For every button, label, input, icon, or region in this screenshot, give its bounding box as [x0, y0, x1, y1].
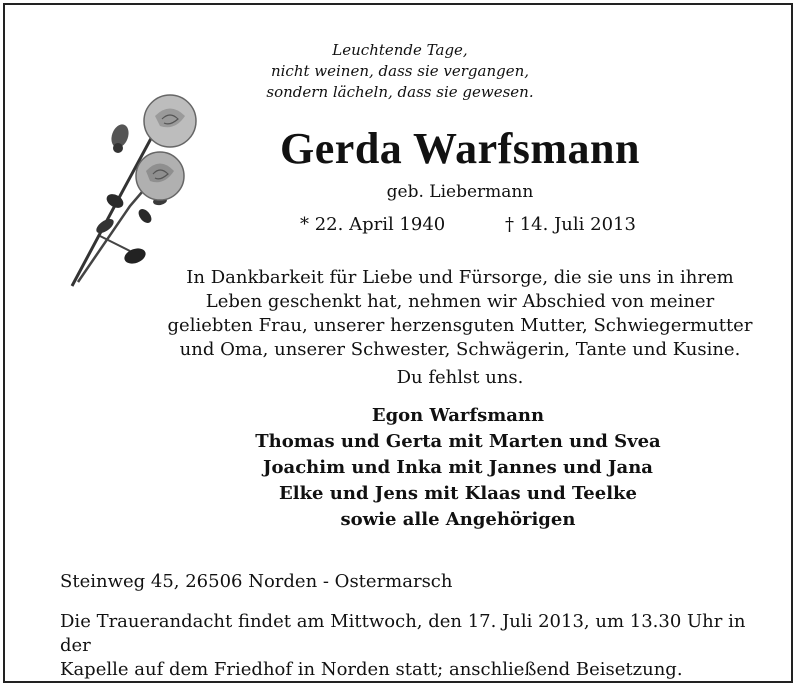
closing-line: Du fehlst uns.	[396, 367, 524, 388]
message-line: geliebten Frau, unserer herzensguten Mutter, Schwiegermutter	[167, 315, 753, 336]
message-text	[50, 266, 800, 362]
poem-line: Leuchtende Tage,	[332, 41, 468, 59]
poem-line: sondern lächeln, dass sie gewesen.	[266, 83, 534, 101]
message-line: In Dankbarkeit für Liebe und Fürsorge, die sie uns in ihrem	[186, 267, 734, 288]
family-member: Egon Warfsmann	[371, 405, 545, 426]
family-member: Joachim und Inka mit Jannes und Jana	[263, 457, 653, 478]
notice-line: Die Trauerandacht findet am Mittwoch, den 17. Juli 2013, um 13.30 Uhr in der	[60, 611, 746, 656]
deceased-name: Gerda Warfsmann	[280, 124, 640, 173]
birth-date: * 22. April 1940	[300, 214, 446, 235]
address: Steinweg 45, 26506 Norden - Ostermarsch	[60, 571, 453, 592]
funeral-notice	[60, 610, 780, 682]
family-member: Thomas und Gerta mit Marten und Svea	[255, 431, 661, 452]
message-line: Leben geschenkt hat, nehmen wir Abschied von meiner	[205, 291, 715, 312]
notice-line: Kapelle auf dem Friedhof in Norden statt; anschließend Beisetzung.	[60, 659, 683, 680]
death-date: † 14. Juli 2013	[505, 214, 636, 235]
family-member: sowie alle Angehörigen	[340, 509, 576, 530]
family-member: Elke und Jens mit Klaas und Teelke	[279, 483, 637, 504]
poem-line: nicht weinen, dass sie vergangen,	[270, 62, 530, 80]
family-list	[48, 403, 800, 533]
message-line: und Oma, unserer Schwester, Schwägerin, Tante und Kusine.	[179, 339, 741, 360]
birth-name: geb. Liebermann	[386, 182, 534, 202]
poem	[0, 40, 800, 103]
